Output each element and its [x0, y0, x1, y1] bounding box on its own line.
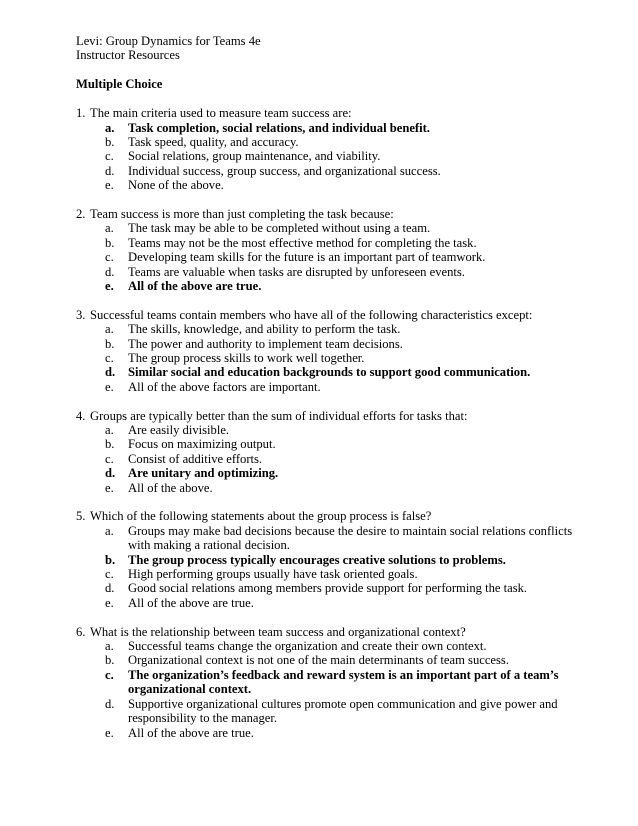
- option-text: All of the above are true.: [128, 595, 254, 610]
- option-letter: c.: [105, 567, 114, 582]
- answer-option: [105, 250, 576, 264]
- option-letter: e.: [105, 379, 114, 394]
- option-text: High performing groups usually have task oriented goals.: [128, 567, 418, 582]
- answer-option: [105, 221, 576, 235]
- question-6: [76, 625, 576, 740]
- answer-option: [105, 423, 576, 437]
- option-text: Individual success, group success, and organizational success.: [128, 163, 441, 178]
- option-letter: c.: [105, 451, 114, 466]
- question-text: Groups are typically better than the sum of individual efforts for tasks that:: [90, 408, 468, 423]
- answer-options: [76, 639, 576, 740]
- question-list: [76, 106, 576, 740]
- option-letter: e.: [105, 278, 114, 293]
- option-letter: a.: [105, 322, 114, 337]
- question-number: 6.: [76, 624, 86, 639]
- option-text: Teams are valuable when tasks are disrupted by unforeseen events.: [128, 264, 465, 279]
- answer-option: [105, 437, 576, 451]
- option-letter: d.: [105, 264, 115, 279]
- option-text: Developing team skills for the future is an important part of teamwork.: [128, 250, 486, 265]
- answer-option: [105, 351, 576, 365]
- answer-option: [105, 581, 576, 595]
- section-title: Multiple Choice: [76, 77, 163, 92]
- option-text: Consist of additive efforts.: [128, 451, 263, 466]
- question-4: [76, 409, 576, 495]
- question-number: 2.: [76, 206, 86, 221]
- answer-option: [105, 337, 576, 351]
- question-number: 5.: [76, 509, 86, 524]
- option-text: The organization’s feedback and reward system is an important part of a team’s organizational context.: [128, 667, 559, 697]
- option-letter: d.: [105, 163, 115, 178]
- answer-option: [105, 380, 576, 394]
- option-text: All of the above are true.: [128, 278, 262, 293]
- option-letter: c.: [105, 250, 114, 265]
- question-text: The main criteria used to measure team success are:: [90, 106, 352, 121]
- question-number: 3.: [76, 307, 86, 322]
- question-stem: [76, 308, 576, 322]
- option-text: Are unitary and optimizing.: [128, 466, 279, 481]
- option-text: Organizational context is not one of the main determinants of team success.: [128, 653, 509, 668]
- option-text: Teams may not be the most effective method for completing the task.: [128, 235, 477, 250]
- answer-option: [105, 481, 576, 495]
- question-text: Which of the following statements about the group process is false?: [90, 509, 432, 524]
- answer-option: [105, 135, 576, 149]
- question-stem: [76, 409, 576, 423]
- header-subtitle: Instructor Resources: [76, 48, 180, 63]
- option-letter: c.: [105, 149, 114, 164]
- answer-option-correct: [105, 365, 576, 379]
- answer-option-correct: [105, 553, 576, 567]
- option-letter: b.: [105, 437, 115, 452]
- option-letter: a.: [105, 523, 114, 538]
- option-text: Similar social and education backgrounds to support good communication.: [128, 365, 531, 380]
- option-letter: a.: [105, 423, 114, 437]
- question-number: 4.: [76, 408, 86, 423]
- answer-option: [105, 697, 576, 726]
- answer-option: [105, 164, 576, 178]
- option-text: The task may be able to be completed without using a team.: [128, 221, 431, 236]
- answer-option: [105, 236, 576, 250]
- answer-options: [76, 121, 576, 193]
- answer-option: [105, 639, 576, 653]
- option-text: Social relations, group maintenance, and viability.: [128, 149, 381, 164]
- option-text: Supportive organizational cultures promote open communication and give power and responsibility to the manager.: [128, 696, 558, 726]
- answer-option: [105, 265, 576, 279]
- option-letter: a.: [105, 221, 114, 236]
- option-letter: d.: [105, 466, 116, 481]
- option-text: Task completion, social relations, and individual benefit.: [128, 120, 430, 135]
- option-letter: b.: [105, 134, 115, 149]
- answer-options: [76, 221, 576, 293]
- answer-option: [105, 452, 576, 466]
- answer-option: [105, 596, 576, 610]
- option-text: All of the above are true.: [128, 725, 254, 740]
- option-text: The power and authority to implement team decisions.: [128, 336, 403, 351]
- option-letter: a.: [105, 639, 114, 654]
- option-letter: b.: [105, 336, 115, 351]
- option-letter: b.: [105, 235, 115, 250]
- option-letter: b.: [105, 552, 116, 567]
- option-letter: d.: [105, 696, 115, 711]
- answer-options: [76, 423, 576, 495]
- option-letter: e.: [105, 480, 114, 495]
- answer-option: [105, 524, 576, 553]
- option-text: Good social relations among members provide support for performing the task.: [128, 581, 528, 596]
- answer-option: [105, 567, 576, 581]
- option-text: The skills, knowledge, and ability to perform the task.: [128, 322, 401, 337]
- option-letter: c.: [105, 350, 114, 365]
- option-text: Are easily divisible.: [128, 423, 230, 437]
- option-letter: a.: [105, 120, 115, 135]
- option-text: The group process typically encourages creative solutions to problems.: [128, 552, 506, 567]
- answer-option-correct: [105, 668, 576, 697]
- option-letter: d.: [105, 365, 116, 380]
- option-text: Successful teams change the organization and create their own context.: [128, 639, 487, 654]
- document-page: [76, 34, 576, 740]
- option-letter: e.: [105, 725, 114, 740]
- question-text: What is the relationship between team success and organizational context?: [90, 624, 466, 639]
- answer-option: [105, 653, 576, 667]
- question-1: [76, 106, 576, 192]
- question-stem: [76, 509, 576, 523]
- answer-option-correct: [105, 121, 576, 135]
- option-letter: c.: [105, 667, 114, 682]
- option-text: Focus on maximizing output.: [128, 437, 276, 452]
- question-stem: [76, 106, 576, 120]
- answer-options: [76, 322, 576, 394]
- question-text: Team success is more than just completing the task because:: [90, 206, 394, 221]
- question-3: [76, 308, 576, 394]
- answer-options: [76, 524, 576, 610]
- document-header: [76, 34, 576, 63]
- option-text: All of the above.: [128, 480, 213, 495]
- question-2: [76, 207, 576, 293]
- question-stem: [76, 207, 576, 221]
- answer-option: [105, 149, 576, 163]
- answer-option: [105, 322, 576, 336]
- option-letter: e.: [105, 595, 114, 610]
- header-title: Levi: Group Dynamics for Teams 4e: [76, 34, 261, 48]
- option-letter: b.: [105, 653, 115, 668]
- option-letter: d.: [105, 581, 115, 596]
- option-text: Groups may make bad decisions because the desire to maintain social relations conflicts with making a rational decision.: [128, 523, 573, 553]
- option-text: The group process skills to work well together.: [128, 350, 365, 365]
- answer-option-correct: [105, 279, 576, 293]
- question-5: [76, 509, 576, 610]
- question-stem: [76, 625, 576, 639]
- option-letter: e.: [105, 178, 114, 193]
- option-text: All of the above factors are important.: [128, 379, 321, 394]
- question-number: 1.: [76, 106, 86, 121]
- answer-option: [105, 726, 576, 740]
- option-text: Task speed, quality, and accuracy.: [128, 134, 299, 149]
- option-text: None of the above.: [128, 178, 224, 193]
- question-text: Successful teams contain members who have all of the following characteristics except:: [90, 307, 533, 322]
- answer-option-correct: [105, 466, 576, 480]
- answer-option: [105, 178, 576, 192]
